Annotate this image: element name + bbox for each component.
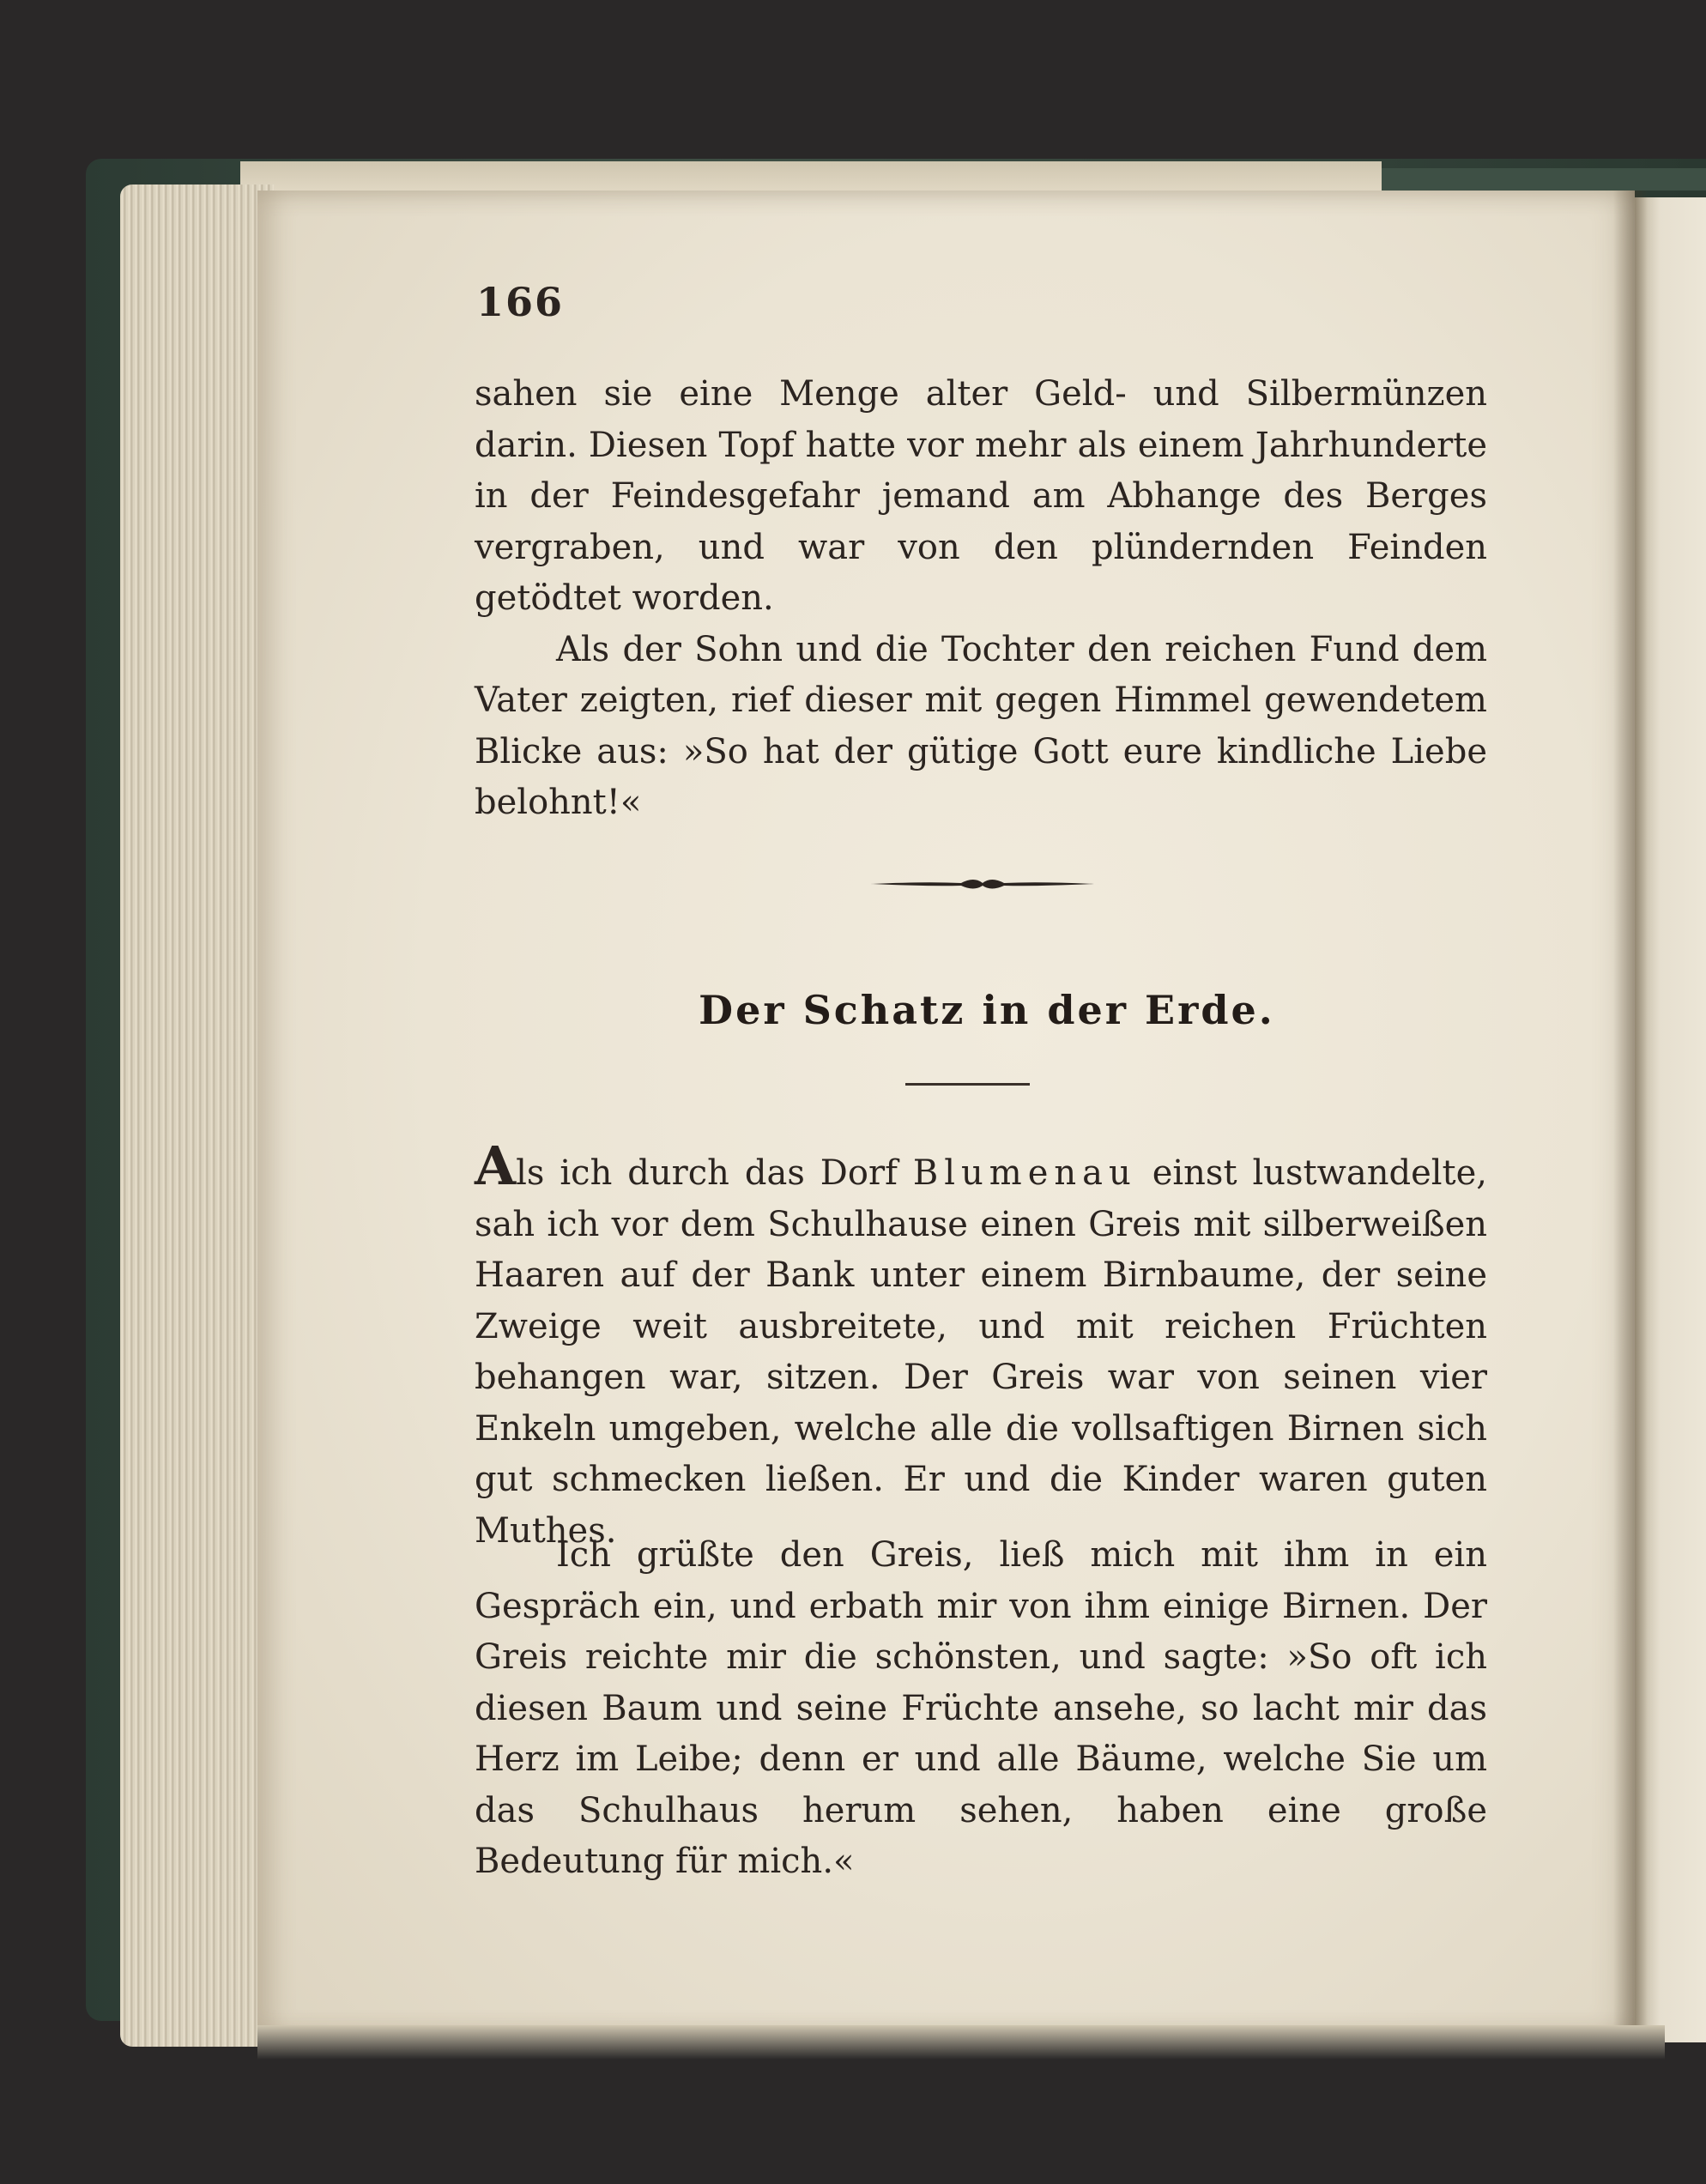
ornament-divider	[867, 871, 1098, 897]
paragraph-3-rest: einst lustwandelte, sah ich vor dem Schulhause einen Greis mit silberweißen Haaren auf der Bank unter einem Birnbaume, der seine Zweige weit ausbreitete, und mit reichen Früchten behangen war, sitzen. Der Greis war von seinen vier Enkeln umgeben, welche alle die vollsaftigen Birnen sich gut schmecken ließen. Er und die Kinder waren guten Muthes.	[475, 1153, 1488, 1551]
title-underline	[905, 1083, 1030, 1086]
paragraph-1-text: sahen sie eine Menge alter Geld- und Silbermünzen darin. Diesen Topf hatte vor mehr als einem Jahrhunderte in der Feindesgefahr jemand am Abhange des Berges vergraben, und war von den plündernden Feinden getödtet worden.	[475, 374, 1487, 618]
paragraph-continuation	[475, 369, 1487, 829]
cover-top-right	[1382, 168, 1706, 191]
place-name: Blumenau	[912, 1153, 1137, 1193]
page-gutter	[1613, 191, 1648, 2044]
section-title: Der Schatz in der Erde.	[699, 987, 1275, 1033]
paragraph-3	[475, 1134, 1488, 1557]
page-stack-edges	[120, 185, 275, 2047]
paragraph-2-text	[475, 625, 1487, 829]
paragraph-3-start: ls ich durch das Dorf	[516, 1153, 913, 1193]
paragraph-2-content: Als der Sohn und die Tochter den reichen Fund dem Vater zeigten, rief dieser mit gegen Himmel gewendetem Blicke aus: »So hat der gütige Gott eure kindliche Liebe belohnt!«	[475, 629, 1487, 822]
drop-cap: A	[475, 1134, 517, 1197]
paragraph-4: Ich grüßte den Greis, ließ mich mit ihm in ein Gespräch ein, und erbath mir von ihm einige Birnen. Der Greis reichte mir die schönsten, und sagte: »So oft ich diesen Baum und seine Früchte ansehe, so lacht mir das Herz im Leibe; denn er und alle Bäume, welche Sie um das Schulhaus herum sehen, haben eine große Bedeutung für mich.«	[475, 1535, 1487, 1881]
page-number: 166	[476, 279, 565, 325]
page-bottom-shadow	[257, 2025, 1665, 2060]
